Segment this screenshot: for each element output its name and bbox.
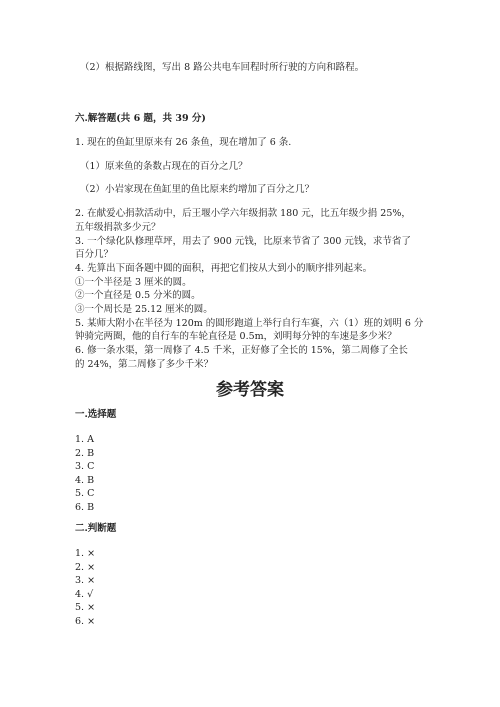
- question-3-line-2: 百分几？: [75, 249, 114, 260]
- section-heading: 六.解答题(共 6 题，共 39 分): [75, 113, 206, 124]
- judge-heading: 二.判断题: [75, 523, 117, 534]
- choice-heading: 一.选择题: [75, 409, 117, 420]
- list-item: 4. B: [75, 474, 95, 486]
- question-2-line-1: 2. 在献爱心捐款活动中，后王堰小学六年级捐款 180 元，比五年级少捐 25%，: [75, 208, 411, 219]
- list-item: 6. ×: [75, 615, 96, 627]
- question-4-option-c: ③一个周长是 25.12 厘米的圆。: [75, 304, 213, 315]
- question-4-option-b: ②一个直径是 0.5 分米的圆。: [75, 290, 201, 301]
- question-item: （2）根据路线图，写出 8 路公共电车回程时所行驶的方向和路程。: [80, 62, 365, 73]
- question-2-line-2: 五年级捐款多少元？: [75, 222, 161, 233]
- question-3-line-1: 3. 一个绿化队修理草坪，用去了 900 元钱，比原来节省了 300 元钱，求节省了: [75, 236, 411, 247]
- question-1: 1. 现在的鱼缸里原来有 26 条鱼，现在增加了 6 条.: [75, 137, 292, 148]
- question-5-line-1: 5. 某师大附小在半径为 120m 的圆形跑道上举行自行车赛，六（1）班的刘明 6 分: [75, 318, 424, 329]
- list-item: 2. B: [75, 447, 95, 459]
- question-1-sub-2: （2）小岩家现在鱼缸里的鱼比原来约增加了百分之几？: [80, 184, 315, 195]
- answers-title: 参考答案: [216, 380, 284, 400]
- question-5-line-2: 钟骑完两圈，他的自行车的车轮直径是 0.5m，刘明每分钟的车速是多少米？: [75, 331, 397, 342]
- question-6-line-1: 6. 修一条水渠，第一周修了 4.5 千米，正好修了全长的 15%，第二周修了全长: [75, 345, 408, 356]
- question-4-line-1: 4. 先算出下面各题中圆的面积，再把它们按从大到小的顺序排列起来。: [75, 263, 373, 274]
- list-item: 4. √: [75, 588, 94, 600]
- question-1-sub-1: （1）原来鱼的条数占现在的百分之几？: [80, 161, 248, 172]
- list-item: 5. C: [75, 488, 95, 499]
- question-6-line-2: 的 24%，第二周修了多少千米？: [75, 359, 214, 370]
- list-item: 1. ×: [75, 548, 96, 559]
- list-item: 1. A: [75, 434, 94, 445]
- list-item: 3. C: [75, 461, 95, 472]
- list-item: 3. ×: [75, 575, 96, 586]
- choice-answer-list: [75, 433, 94, 514]
- list-item: 6. B: [75, 501, 95, 513]
- question-4-option-a: ①一个半径是 3 厘米的圆。: [75, 277, 192, 288]
- list-item: 5. ×: [75, 602, 96, 613]
- judge-answer-list: [75, 547, 95, 628]
- list-item: 2. ×: [75, 561, 96, 573]
